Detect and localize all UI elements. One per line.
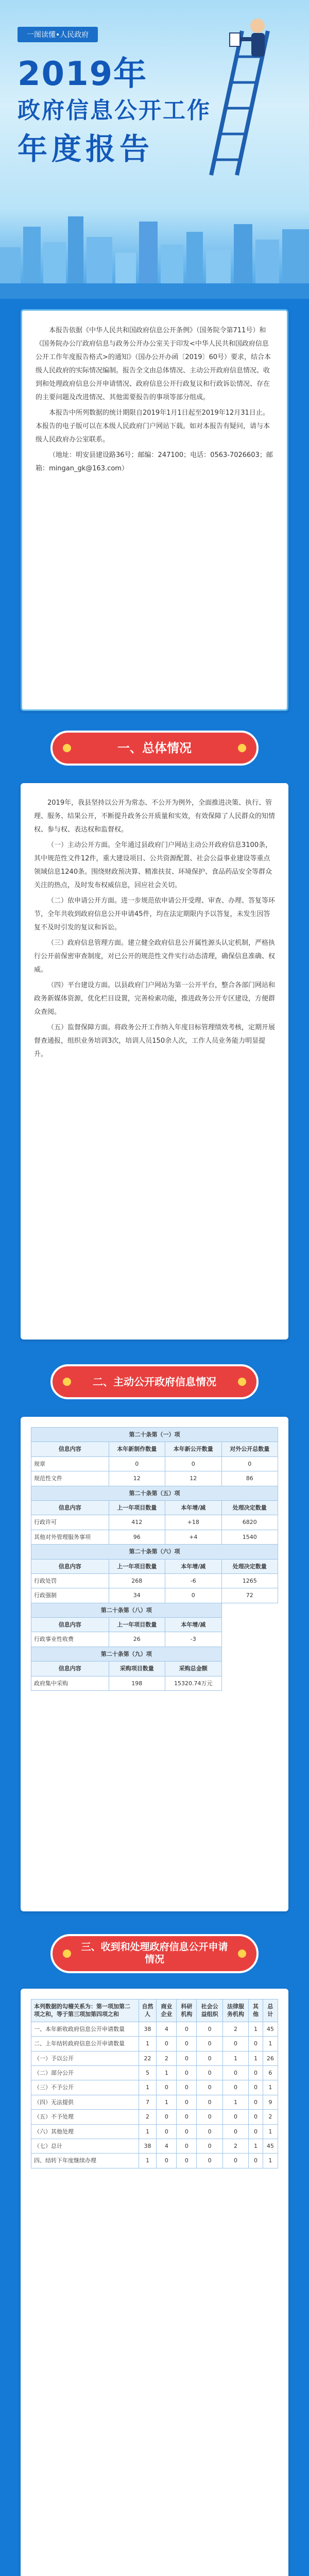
table-column-header: 处理决定数量 [221, 1500, 278, 1515]
table-column-header: 本年新制作数量 [109, 1442, 165, 1456]
table-cell: 规范性文件 [31, 1471, 109, 1486]
table-cell: 0 [249, 2124, 263, 2139]
table-cell: （三）不予公开 [31, 2080, 139, 2095]
overall-paragraph: （一）主动公开方面。全年通过县政府门户网站主动公开政府信息3100条，其中规范性文件12件，重大建设项目、公共资源配置、社会公益事业建设等重点领域信息1240条。围绕财政预决算、精准扶贫、环境保护、食品药品安全等群众关注的热点，及时发布权威信息，回应社会关切。 [34, 841, 272, 889]
table-cell: 0 [221, 1456, 278, 1471]
table-column-header: 本年新公开数量 [165, 1442, 221, 1456]
table-header-row [31, 1500, 278, 1515]
table-section-header [31, 1428, 278, 1442]
table-cell: （四）无法提供 [31, 2095, 139, 2109]
table-cell: 5 [139, 2065, 157, 2080]
table-header-row [31, 1618, 278, 1632]
table-cell: 26 [109, 1632, 165, 1647]
table-row [31, 1456, 278, 1471]
table-row [31, 2110, 278, 2124]
table-cell: 0 [197, 2110, 222, 2124]
table-cell: （二）部分公开 [31, 2065, 139, 2080]
table-cell: 政府集中采购 [31, 1676, 109, 1690]
table-cell: （六）其他处理 [31, 2124, 139, 2139]
table-header-row [31, 1662, 278, 1676]
table-column-header: 本年增/减 [165, 1559, 221, 1573]
intro-paragraph: 本报告中所列数据的统计期限自2019年1月1日起至2019年12月31日止。本报告的电子版可以在本级人民政府门户网站下载。如对本报告有疑问，请与本级人民政府办公室联系。 [36, 409, 270, 444]
table-cell: 0 [222, 2110, 248, 2124]
table-row [31, 2124, 278, 2139]
table-cell: 1 [139, 2080, 157, 2095]
table-cell: （七）总计 [31, 2139, 139, 2153]
table-cell: 26 [263, 2051, 278, 2065]
table-column-header: 本列数据的勾稽关系为：第一项加第二项之和，等于第三项加第四项之和 [31, 1999, 139, 2022]
overall-paragraph: （五）监督保障方面。将政务公开工作纳入年度目标管理绩效考核，定期开展督查通报，组织业务培训3次，培训人员150余人次，工作人员业务能力明显提升。 [34, 1024, 276, 1058]
table-row [31, 1530, 278, 1544]
table-cell: 0 [157, 2110, 177, 2124]
applications-table [31, 1999, 278, 2168]
table-cell: 1 [263, 2080, 278, 2095]
table-row [31, 2139, 278, 2153]
table-row [31, 1632, 278, 1647]
city-skyline-illustration [0, 185, 309, 299]
table-row [31, 1515, 278, 1530]
table-section-label: 第二十条第（九）项 [31, 1647, 222, 1661]
table-row [31, 2065, 278, 2080]
section-heading-applications [46, 1932, 263, 1975]
table-cell: 45 [263, 2139, 278, 2153]
table-section-header [31, 1545, 278, 1559]
table-cell: 1265 [221, 1573, 278, 1588]
section-title: 一、总体情况 [117, 741, 192, 755]
table-cell: 0 [222, 2124, 248, 2139]
table-column-header: 对外公开总数量 [221, 1442, 278, 1456]
table-cell: 1 [222, 2095, 248, 2109]
table-cell: 0 [222, 2154, 248, 2168]
section-title: 二、主动公开政府信息情况 [93, 1375, 216, 1388]
table-cell: （五）不予处理 [31, 2110, 139, 2124]
table-cell: 2 [139, 2110, 157, 2124]
overall-situation-card [21, 783, 288, 1340]
overall-paragraph: 2019年，我县坚持以公开为常态、不公开为例外，全面推进决策、执行、管理、服务、结果公开，不断提升政务公开质量和实效，有效保障了人民群众的知情权、参与权、表达权和监督权。 [34, 799, 276, 834]
table-column-header: 科研机构 [177, 1999, 197, 2022]
table-cell: 2 [263, 2110, 278, 2124]
table-row [31, 1588, 278, 1603]
table-cell: 0 [197, 2095, 222, 2109]
hero-banner [0, 0, 309, 299]
table-cell: 15320.74万元 [165, 1676, 221, 1690]
table-cell: 0 [197, 2065, 222, 2080]
table-cell: 0 [197, 2080, 222, 2095]
table-cell: 6820 [221, 1515, 278, 1530]
table-column-header: 采购项目数量 [109, 1662, 165, 1676]
table-cell: 12 [109, 1471, 165, 1486]
table-cell: 2 [157, 2051, 177, 2065]
table-cell: 行政事业性收费 [31, 1632, 109, 1647]
table-cell: 1 [157, 2065, 177, 2080]
table-cell: 0 [249, 2095, 263, 2109]
table-cell: 行政许可 [31, 1515, 109, 1530]
table-cell: 0 [165, 1456, 221, 1471]
table-cell: 1 [263, 2154, 278, 2168]
table-cell: 12 [165, 1471, 221, 1486]
table-column-header: 信息内容 [31, 1442, 109, 1456]
table-cell: 22 [139, 2051, 157, 2065]
table-column-header: 本年增/减 [165, 1500, 221, 1515]
table-section-header [31, 1486, 278, 1500]
table-cell: +4 [165, 1530, 221, 1544]
table-row [31, 2154, 278, 2168]
table-column-header: 社会公益组织 [197, 1999, 222, 2022]
table-cell: 行政处罚 [31, 1573, 109, 1588]
table-row [31, 2051, 278, 2065]
overall-paragraph: （二）依申请公开方面。进一步规范依申请公开受理、审查、办理、答复等环节，全年共收到政府信息公开申请45件，均在法定期限内予以答复，未发生因答复不及时引发的复议和诉讼。 [34, 897, 276, 931]
table-cell: 2 [222, 2139, 248, 2153]
table-cell: 0 [222, 2037, 248, 2051]
table-cell: 0 [177, 2051, 197, 2065]
applications-table-card [21, 1989, 288, 2576]
table-cell: 0 [157, 2037, 177, 2051]
table-cell: 0 [157, 2080, 177, 2095]
active-disclosure-table [31, 1427, 278, 1691]
table-cell: +18 [165, 1515, 221, 1530]
table-column-header: 采购总金额 [165, 1662, 221, 1676]
table-cell: （一）予以公开 [31, 2051, 139, 2065]
table-cell: 1 [249, 2139, 263, 2153]
table-cell: 0 [177, 2065, 197, 2080]
table-cell: 0 [249, 2154, 263, 2168]
businessman-on-ladder-illustration [180, 10, 299, 180]
table-cell: 1 [139, 2124, 157, 2139]
table-cell: 0 [197, 2022, 222, 2036]
table-cell: 0 [222, 2080, 248, 2095]
table-cell: 0 [177, 2154, 197, 2168]
table-cell: 0 [109, 1456, 165, 1471]
table-cell: 0 [177, 2080, 197, 2095]
table-cell: 其他对外管理服务事项 [31, 1530, 109, 1544]
table-column-header: 本年增/减 [165, 1618, 221, 1632]
table-cell: 72 [221, 1588, 278, 1603]
table-cell: 6 [263, 2065, 278, 2080]
table-column-header: 信息内容 [31, 1559, 109, 1573]
table-cell: 0 [177, 2022, 197, 2036]
table-row [31, 2095, 278, 2109]
table-cell: -3 [165, 1632, 221, 1647]
table-cell: 1 [249, 2022, 263, 2036]
table-cell: 34 [109, 1588, 165, 1603]
table-column-header: 商业企业 [157, 1999, 177, 2022]
table-column-header: 信息内容 [31, 1500, 109, 1515]
table-cell: 0 [249, 2037, 263, 2051]
active-disclosure-table-card [21, 1417, 288, 1911]
table-section-header [31, 1647, 278, 1661]
table-cell: 4 [157, 2139, 177, 2153]
table-row [31, 1471, 278, 1486]
table-section-label: 第二十条第（六）项 [31, 1545, 278, 1559]
table-cell: 1 [157, 2095, 177, 2109]
table-cell: 四、结转下年度继续办理 [31, 2154, 139, 2168]
table-cell: 0 [249, 2065, 263, 2080]
table-cell: 38 [139, 2139, 157, 2153]
table-row [31, 2037, 278, 2051]
table-cell: 0 [249, 2080, 263, 2095]
table-cell: 268 [109, 1573, 165, 1588]
table-cell: 1 [263, 2037, 278, 2051]
intro-paragraph: 本报告依据《中华人民共和国政府信息公开条例》（国务院令第711号）和《国务院办公厅政府信息与政务公开办公室关于印发<中华人民共和国政府信息公开工作年度报告格式>的通知》（国办公开办函〔2019〕60号）要求，结合本级人民政府的实际情况编制。报告全文由总体情况、主动公开政府信息情况、收到和处理政府信息公开申请情况、政府信息公开行政复议和行政诉讼情况、存在的主要问题及改进情况、其他需要报告的事项等部分组成。 [36, 327, 271, 401]
table-section-label: 第二十条第（一）项 [31, 1428, 278, 1442]
section-heading-overall [46, 726, 263, 770]
table-cell: 198 [109, 1676, 165, 1690]
table-column-header: 信息内容 [31, 1618, 109, 1632]
table-cell: 规章 [31, 1456, 109, 1471]
overall-paragraph: （四）平台建设方面。以县政府门户网站为第一公开平台，整合各部门网站和政务新媒体资源，优化栏目设置，完善检索功能，推进政务公开专区建设，方便群众查阅。 [34, 981, 276, 1016]
table-cell: 一、本年新收政府信息公开申请数量 [31, 2022, 139, 2036]
table-cell: 412 [109, 1515, 165, 1530]
table-column-header: 法律服务机构 [222, 1999, 248, 2022]
table-cell: -6 [165, 1573, 221, 1588]
table-column-header: 信息内容 [31, 1662, 109, 1676]
table-cell: 0 [177, 2095, 197, 2109]
table-row [31, 2080, 278, 2095]
table-cell: 2 [222, 2022, 248, 2036]
table-cell: 0 [197, 2051, 222, 2065]
table-header-row [31, 1559, 278, 1573]
table-column-header: 上一年项目数量 [109, 1500, 165, 1515]
table-cell: 0 [177, 2037, 197, 2051]
table-cell: 1540 [221, 1530, 278, 1544]
table-cell: 0 [177, 2139, 197, 2153]
table-section-label: 第二十条第（五）项 [31, 1486, 278, 1500]
table-cell: 1 [263, 2124, 278, 2139]
report-introduction [21, 309, 288, 711]
table-cell: 45 [263, 2022, 278, 2036]
table-cell: 0 [197, 2139, 222, 2153]
table-row [31, 1676, 278, 1690]
table-cell: 二、上年结转政府信息公开申请数量 [31, 2037, 139, 2051]
table-column-header: 处理决定数量 [221, 1559, 278, 1573]
table-cell: 7 [139, 2095, 157, 2109]
report-title-line1: 政府信息公开工作 [18, 97, 211, 124]
table-section-label: 第二十条第（八）项 [31, 1603, 222, 1617]
overall-paragraph: （三）政府信息管理方面。建立健全政府信息公开属性源头认定机制，严格执行公开前保密审查制度，对已公开的规范性文件实行动态清理，确保信息准确、权威。 [34, 939, 276, 974]
table-cell: 0 [197, 2124, 222, 2139]
table-cell: 0 [249, 2110, 263, 2124]
table-cell: 0 [177, 2124, 197, 2139]
table-section-header [31, 1603, 278, 1617]
table-cell: 0 [157, 2154, 177, 2168]
table-row [31, 1573, 278, 1588]
report-year: 2019年 [18, 55, 148, 93]
table-cell: 1 [249, 2051, 263, 2065]
table-column-header: 自然人 [139, 1999, 157, 2022]
table-cell: 4 [157, 2022, 177, 2036]
table-cell: 1 [222, 2051, 248, 2065]
table-column-header: 上一年项目数量 [109, 1618, 165, 1632]
table-cell: 0 [197, 2037, 222, 2051]
table-cell: 0 [177, 2110, 197, 2124]
section-heading-active-disclosure [46, 1360, 263, 1403]
table-cell: 0 [222, 2065, 248, 2080]
table-cell: 38 [139, 2022, 157, 2036]
table-column-header: 上一年项目数量 [109, 1559, 165, 1573]
table-cell: 0 [165, 1588, 221, 1603]
intro-contact: （地址：明安县建设路36号；邮编：247100；电话：0563-7026603；邮箱：mingan_gk@163.com） [36, 451, 273, 472]
table-column-header: 其他 [249, 1999, 263, 2022]
table-cell: 0 [197, 2154, 222, 2168]
table-cell: 1 [139, 2154, 157, 2168]
table-cell: 86 [221, 1471, 278, 1486]
table-row [31, 2022, 278, 2036]
section-title: 三、收到和处理政府信息公开申请情况 [81, 1941, 228, 1965]
table-cell: 1 [139, 2037, 157, 2051]
table-cell: 9 [263, 2095, 278, 2109]
report-title-line2: 年度报告 [18, 131, 154, 166]
hero-ribbon: 一图读懂•人民政府 [18, 27, 98, 42]
table-cell: 0 [157, 2124, 177, 2139]
table-column-header: 总计 [263, 1999, 278, 2022]
table-header-row [31, 1442, 278, 1456]
table-cell: 行政强制 [31, 1588, 109, 1603]
table-cell: 96 [109, 1530, 165, 1544]
